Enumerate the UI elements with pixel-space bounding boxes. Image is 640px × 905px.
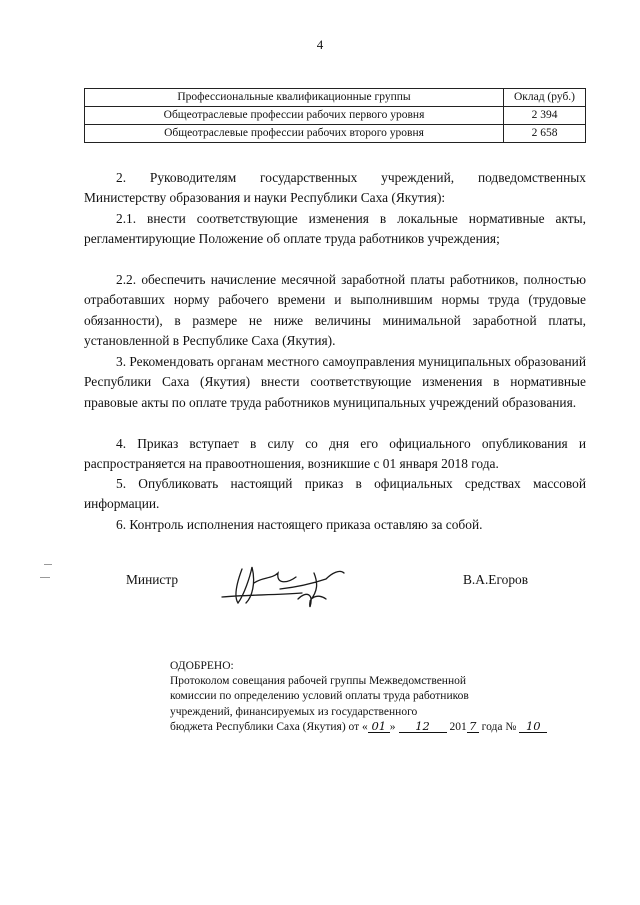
page-number: 4 [316,37,324,52]
approval-line: комиссии по определению условий оплаты труда работников [170,690,469,703]
salary-table [84,88,586,143]
table-cell: 2 658 [504,125,586,143]
paragraph: 2.2. обеспечить начисление месячной заработной платы работников, полностью отработавших норму рабочего времени и выполнившим нормы труда (трудовые обязанности), в размере не ниже величины минимальной заработной платы, установленной в Республике Саха (Якутия). [84,272,586,348]
approval-month: 12 [399,720,447,733]
approval-year-prefix: 201 [449,720,467,733]
approval-number: 10 [519,720,547,733]
table-header-cell: Оклад (руб.) [504,89,586,107]
table-cell: 2 394 [504,107,586,125]
paragraph: 3. Рекомендовать органам местного самоуправления муниципальных образований Республики Саха (Якутия) внести соответствующие изменения в нормативные правовые акты по оплате труда работников муниципальных учреждений образования. [84,354,586,410]
approval-line: учреждений, финансируемых из государственного [170,705,418,718]
margin-mark [44,564,52,565]
approval-date-prefix: бюджета Республики Саха (Якутия) от « [170,720,368,733]
approval-year-digit: 7 [467,720,479,733]
table-cell: Общеотраслевые профессии рабочих первого уровня [85,107,504,125]
paragraph: 2.1. внести соответствующие изменения в локальные нормативные акты, регламентирующие Положение об оплате труда работников учреждения; [84,211,586,247]
table-row [85,125,586,143]
paragraph: 2. Руководителям государственных учреждений, подведомственных Министерству образования и науки Республики Саха (Якутия): [84,170,586,206]
signatory-position: Министр [126,572,179,587]
paragraph: 5. Опубликовать настоящий приказ в официальных средствах массовой информации. [84,476,586,512]
paragraph: 4. Приказ вступает в силу со дня его официального опубликования и распространяется на правоотношения, возникшие с 01 января 2018 года. [84,436,586,472]
approval-line: Протоколом совещания рабочей группы Межведомственной [170,675,467,688]
approval-heading: ОДОБРЕНО: [170,660,234,672]
table-cell: Общеотраслевые профессии рабочих второго уровня [85,125,504,143]
handwritten-signature [214,553,364,617]
approval-year-suffix: года № [478,720,517,733]
margin-mark [40,577,50,578]
approval-day: 01 [368,720,390,733]
paragraph: 6. Контроль исполнения настоящего приказа оставляю за собой. [116,517,483,532]
table-header-cell: Профессиональные квалификационные группы [85,89,504,107]
table-header-row [85,89,586,107]
approval-block [170,659,547,735]
table-row [85,107,586,125]
signatory-name: В.А.Егоров [463,572,529,587]
approval-date-line: бюджета Республики Саха (Якутия) от « 01 » 12 201 7 года № 10 [170,720,547,735]
